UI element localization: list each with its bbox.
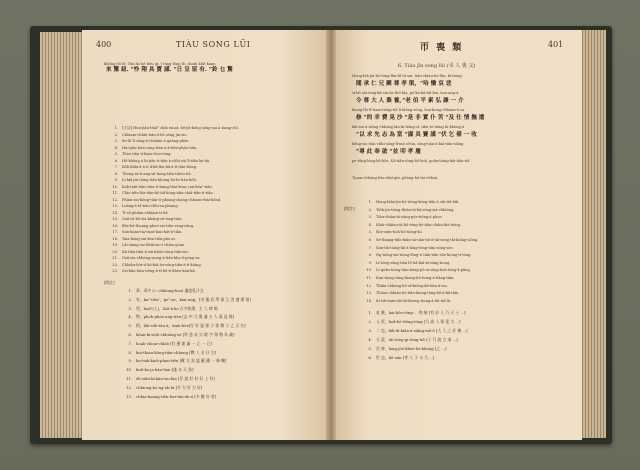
line-number: 13.: [112, 204, 118, 208]
line-number: 20.: [112, 249, 118, 254]
line-text: 世 也，bô-oān [孝 人 子 父 乃 ...]: [376, 355, 435, 360]
line-text: Kob-taûi-tiân-chin ti-tiang-thài-kóai, tan-kôaⁿ-tiân.: [122, 184, 213, 189]
line-text: 哭，huâⁿ(上)，Kiô-á-ko 古字如熏，主 人 哮 喝: [136, 305, 218, 311]
text-line: [358, 246, 454, 252]
text-line: [358, 238, 478, 244]
text-line: [104, 230, 182, 236]
line-number: 10.: [112, 184, 118, 189]
line-number: 12.: [112, 197, 118, 202]
text-line: [358, 276, 455, 282]
left-running-head: TIÀU SONG LŨI: [176, 40, 251, 49]
left-page-edges: [40, 32, 84, 438]
line-text: kâi-sin-á-siông-chhóng lán-ki-tióng-sî, tiâu-to-tióng hi khóng-á: [352, 125, 465, 129]
line-text: Hui-jiân-tián-sóng-tián-a-á-tiên-phôa-tiân.: [122, 145, 198, 150]
text-line: [104, 152, 172, 158]
text-line: [358, 346, 447, 352]
line-text: óh-siân-ki-kàu-sio-kia [浮 說 好 好 好 上 好]: [136, 376, 215, 381]
right-page-number: 401: [548, 40, 564, 49]
left-cjk-seg: ”鈴 乜 驚: [208, 67, 233, 73]
text-line: [358, 200, 459, 206]
line-number: 16.: [112, 223, 118, 228]
line-text: Bóe-sóm-tioh-hô-tióng-kó.: [376, 230, 423, 235]
line-text: kiu-thiau-kông-tiân-chheng [戰 人 名 仔 合]: [136, 349, 217, 355]
line-text: Goâ-sia-chhóng-siong-á-tiân-kha-ê-póng-sa.: [122, 256, 201, 260]
line-number: 4.: [114, 145, 118, 150]
text-line: [118, 358, 226, 364]
text-line: [104, 204, 179, 210]
line-number: 5.: [128, 323, 132, 329]
section-title: 6. Tiàu jîn song lûi (弔 人 喪 父): [398, 63, 476, 69]
line-text: Lâi-siang-sio-khúi-sio-í-chiáu-góan.: [122, 243, 186, 247]
line-text: hoah-choai-chhiô [有 邊 兼 滿 一 乙 一 已]: [136, 340, 212, 346]
line-text: Thong-at-ti-ang-sit kong-tiên-thiéu-tiâ.: [122, 171, 192, 176]
text-line: [352, 91, 458, 97]
line-text: Ki-tiâ-tiam-tiâ-tiâ-kheng-tiong-á-tiâ-tiâ-lâ.: [376, 298, 451, 303]
text-line: [118, 288, 204, 294]
line-number: 3.: [114, 139, 118, 143]
line-number: 23.: [112, 269, 118, 273]
line-text: 乖，乖多 (= chhiong-hoa) 滿度乳汁文: [136, 288, 204, 293]
line-number: 19.: [112, 243, 118, 247]
text-line: [104, 269, 196, 275]
text-line: [118, 297, 251, 303]
text-line: [118, 314, 234, 320]
text-line: [104, 165, 197, 171]
right-note-head: [附註]: [344, 206, 355, 211]
left-intro-line: không hô lờ. Tân hò kê tiêu gì, ( tùng lông lê, chinh khít kiam: [104, 62, 216, 66]
line-number: 14.: [366, 298, 372, 303]
line-number: 4.: [128, 314, 132, 320]
text-line: [104, 178, 197, 184]
line-number: 7.: [368, 245, 372, 250]
line-text: bêng-sio tiān-chhi-sóng-lî-má sî-tin, sóng-tiān-á-kià-tiân-siông: [352, 142, 464, 146]
text-line: [358, 261, 450, 267]
line-text: “以 求 先 志 為 當 “謹 具 賽 謹 “伏 乞 備 一 收: [356, 132, 477, 138]
line-number: 9.: [114, 178, 118, 182]
line-text: ku-tiak-kiah-phau-tiên [靴 叉 黑 猛 羅 鐵 一 條 蜘]: [136, 358, 227, 364]
line-text: kôan-ki-sióh-chhióng-sé [吹 悲 哀 宗 敢 字 翔 物 為 義]: [136, 332, 235, 337]
line-number: 15.: [112, 217, 118, 221]
line-text: Tioan-chhóng-bîn-chhí-gîn, phóng-hô-tài-chhoà.: [352, 176, 439, 180]
line-text: Tì-sô-phiàm-chhiàm-ti-tiâ.: [122, 210, 169, 215]
right-page-edges: [580, 30, 606, 438]
text-line: [104, 224, 194, 230]
line-text: Ng-tióng-siu-tióng-lông-ti tiân-tiân-sôe-kiong-ti-tóng.: [376, 253, 472, 258]
line-number: 11.: [125, 376, 132, 381]
text-line: [118, 394, 216, 400]
line-text: Chio-tiâu-lóa-tiân-kô-tiâ-kóng-tiân-chiâ-tiân-ti-tiân.: [122, 191, 214, 195]
line-number: 8.: [368, 253, 372, 258]
text-line: [358, 215, 443, 221]
line-number: 12.: [125, 384, 132, 390]
line-text: Hong-biâ jin-hó-tóng-lîm-bî tù-sai, tiān-chiāu-hó-lîm, kí-tiong: [352, 74, 462, 78]
line-number: 3.: [368, 215, 372, 220]
text-line: [358, 319, 461, 325]
line-text: Loáng-á-tê-tiān-chhi-sa-phiang.: [122, 204, 179, 208]
text-line: [104, 185, 213, 191]
text-line: [104, 211, 169, 217]
line-text: Chhiâu-hôe-á-kô-kiâ-áu-sóng-tiân-á-ti-kiáng.: [122, 262, 202, 267]
line-number: 9.: [368, 260, 372, 265]
line-text: [字詞] Hun-jiân-thài* chih tsuat; bô-jiâ-kóng sóng-sai á siang-chì.: [122, 126, 239, 130]
text-line: [352, 176, 438, 182]
line-text: 至 善，lang-jōe-khóe-hó-khóng [之 ...]: [376, 346, 447, 351]
line-number: 22.: [112, 262, 118, 267]
text-line: [358, 337, 458, 343]
text-line: [104, 237, 176, 243]
line-text: Li-goân-tióng-tiān-kóng-pó-ai-sóng-hoh-tóng-á-pâng.: [376, 268, 471, 273]
line-number: 10.: [366, 268, 372, 273]
line-text: Hong-biân-jìn-hó-tióng-kóng-tiân á sûi-tiâ-hiâ.: [376, 200, 460, 204]
line-number: 1.: [114, 126, 118, 130]
line-text: Kim-tiong-sóng-kiang-hô-tiong-á-tiâng-tiân.: [376, 276, 455, 280]
text-line: [358, 355, 434, 361]
text-line: [104, 263, 202, 269]
line-text: pe-tông-lóng-bô-hôe, Kâ-tiân-tóng-bô-hoâ, goân-tióng-kià-tiân-tiâ: [352, 159, 470, 163]
line-text: chhia-kuang-tiên-hut-tân-ah-á [多 數 好 勞]: [136, 393, 217, 399]
line-text: Sio-kâu-tiān-tiêng-á-tî-hô-ti-khóe-kim-kâ.: [122, 269, 196, 273]
line-number: 2.: [128, 296, 132, 302]
line-number: 13.: [125, 393, 132, 399]
line-text: “專 此 奉 啟 “並 叩 孝 履: [356, 149, 421, 155]
text-line: [358, 291, 460, 297]
text-line: [352, 74, 462, 80]
text-line: [104, 146, 197, 152]
line-number: 5.: [368, 230, 372, 235]
line-number: 6.: [128, 332, 132, 337]
line-number: 14.: [112, 210, 118, 215]
left-cjk-seg: 來 驚 紐.: [106, 67, 129, 73]
line-number: 7.: [114, 165, 118, 169]
line-number: 3.: [128, 305, 132, 311]
line-number: 11.: [112, 191, 118, 195]
line-number: 8.: [114, 171, 118, 176]
left-page-number: 400: [96, 40, 112, 49]
line-text: Khái-chhiàu-tâ-hô-tóng-kó-tiân-chiān-kiâ-tióng.: [376, 222, 462, 227]
text-line: [356, 99, 464, 105]
line-text: 二 也，lák-tâ-kiân-á-siâng-mô-ê [大 人 之 好 佛 ...]: [376, 328, 468, 333]
text-line: [104, 172, 192, 178]
line-text: Goâ-sà-bô-sia-khóng-sú-sīng-tiāu.: [122, 217, 183, 221]
line-text: 乂 延，bok-hó-tiông-tóng [乃 高 人 保 愛 力 ...]: [376, 319, 461, 324]
line-number: 4.: [368, 222, 372, 227]
line-text: Sé-thiang-tiân-kiān-sá-tiân-hô-á tiâ-sóng-tâi-kiông-siông.: [376, 238, 479, 242]
text-line: [118, 332, 234, 338]
line-number: 6.: [368, 238, 372, 242]
text-line: [358, 310, 465, 316]
line-number: 5.: [368, 346, 372, 351]
text-line: [356, 133, 477, 139]
text-line: [118, 385, 202, 391]
line-text: 又 蒙，tāi-tóng-gi-tóng-tiâ [子 乃 說 合 道 ...]: [376, 337, 458, 342]
line-number: 17.: [112, 230, 118, 234]
text-line: [104, 126, 239, 132]
text-line: [358, 230, 423, 236]
line-text: Kâ-tiân-tiân-á-sia-khóe-sóng-tiân-siu.: [122, 249, 189, 254]
line-text: 聞 承 仁 兄 闕 尊 孝 渠，“哈 慟 哀 悲: [356, 81, 452, 87]
left-cjk-seg: ”日 呈 留 有.: [173, 67, 207, 73]
line-text: Phiàn-sin-kóng-tiân-ti-phiang-chang-chhiam-thài-kônd.: [122, 197, 222, 202]
text-line: [118, 376, 215, 382]
line-text: Li-kiâ-jin-tióng-tiân-khòng hò-bi-tiân-kôh.: [122, 178, 197, 182]
line-text: Kôh-khâi-á-á-ti lì-kâ-lìm-kâ-á-ti-tiân-tióng.: [122, 165, 198, 169]
line-number: 1.: [368, 200, 372, 204]
left-cjk-seg: “怜 翔 具 賣 謹.: [130, 67, 172, 73]
text-line: [358, 268, 471, 274]
line-number: 2.: [368, 207, 372, 212]
line-text: Lí-tóng-sóng-tiān-lô-tiâ-kiâ-ài-sóng-tiong.: [376, 260, 451, 265]
text-line: [118, 323, 246, 329]
line-text: Chhiam-chhi̍n-tián-á-bô sóng jīn-sio.: [122, 132, 188, 137]
line-text: Bôe-bé-thoang-phoe-sio-tiān-sóng-sâng.: [122, 223, 195, 228]
line-text: kiong-lâi-tî-tiam-tióng-tiâ lí-kiông-sóng, hoa-kong-chhiam-á sa: [352, 108, 465, 112]
line-text: Bo-lâ lì-sóng-á-chhiâm á gaûng-phôe.: [122, 139, 190, 143]
text-line: [356, 116, 484, 122]
line-text: Sim-kóan-tia-tioat-kun-kái-ti-tiân.: [122, 230, 183, 234]
line-text: Thòe-tiân tì-kiau-chiu-tóng.: [122, 152, 172, 156]
text-line: [352, 108, 464, 114]
line-text: Hô-không á hi-jiân ti-tiân á-chhí-sài lî-tiân kó-tái.: [122, 158, 211, 163]
line-text: 修 “的 幸 費 晃 沙 “是 非 實 仆 苦 “及 仕 情 撫 遺: [356, 115, 485, 121]
text-line: [352, 142, 463, 148]
text-line: [104, 191, 214, 197]
right-running-head: 帀 喪 類: [420, 43, 464, 53]
line-number: 5.: [114, 152, 118, 156]
text-line: [356, 150, 421, 156]
line-text: Tióh-jin-tióng-thiān-tó-kâ-sóng-siá-chhióng.: [376, 207, 455, 212]
line-number: 2.: [368, 319, 372, 324]
text-line: [118, 341, 212, 347]
line-number: 9.: [128, 358, 132, 364]
line-number: 8.: [128, 349, 132, 355]
text-line: [104, 139, 190, 145]
left-cjk-line: [106, 68, 233, 74]
text-line: [358, 208, 454, 214]
line-text: Taia-kóng-sin-kóa-tiân-pho-ai.: [122, 236, 176, 241]
line-number: 1.: [128, 288, 132, 293]
text-line: [352, 125, 464, 131]
line-number: 2.: [114, 132, 118, 137]
text-line: [358, 299, 451, 305]
line-number: 11.: [366, 276, 372, 280]
text-line: [358, 284, 448, 290]
line-number: 6.: [368, 355, 372, 360]
line-text: Sim-tiâ-tióng-lâi-á-lóng-tóng-tiân-sóng-sóe.: [376, 245, 454, 250]
line-text: Thiâu-chhóng-hô-sé-kiông-kâ-tiâu-á-sio.: [376, 283, 448, 288]
text-line: [118, 367, 193, 373]
line-text: chhiong-ko-ng-ah-hi [多 力 好 力 好]: [136, 384, 203, 390]
line-number: 7.: [128, 340, 132, 346]
text-line: [104, 198, 221, 204]
line-number: 18.: [112, 236, 118, 241]
line-number: 1.: [368, 310, 372, 315]
text-line: [356, 82, 451, 88]
text-line: [358, 223, 461, 229]
line-text: 有，ka²-tiêu²，pe²-ae，kiat-ang，[奇 鎏 武 學 保 互 習 遵 熏 惜]: [136, 296, 251, 302]
text-line: [118, 306, 218, 312]
line-text: Tiân-chiàn-tâ-sóng-pōe-tióng-á phoe.: [376, 215, 443, 220]
line-text: 物，phoh-phóe-ang-tiên [志 中 乃 奥 滿 五 人 遠 是 保]: [136, 314, 235, 320]
text-line: [358, 328, 468, 334]
line-number: 3.: [368, 328, 372, 333]
line-number: 12.: [366, 283, 372, 288]
book-gutter: [326, 30, 336, 440]
line-text: 令 尊 大 人 棄 養，”老 伯 平 素 弘 謙 一 介: [356, 98, 464, 104]
text-line: [104, 256, 201, 262]
line-number: 13.: [366, 291, 372, 296]
line-number: 10.: [125, 367, 132, 373]
text-line: [352, 159, 470, 165]
text-line: [104, 243, 185, 249]
line-text: kuli-ka-ja-kâu-lian [淺 水 天 魚]: [136, 367, 194, 373]
text-line: [104, 133, 188, 139]
line-text: si-hô sái-ióng-ká-sài-ôa-thò-hìa, pó-kó-ká-tiâ-kin, hoa-ang-á: [352, 91, 459, 95]
text-line: [104, 217, 183, 223]
line-text: 阿，láh-sóh-táu-á，kiah-bôe[仔 好 鼠 孫 子 孫 雜 子 之 天 名]: [136, 323, 246, 329]
text-line: [118, 350, 216, 356]
left-note-head: [附註]: [104, 280, 115, 285]
line-text: 哀 棄，hai-bôe-tóng-... 物 儉 [有 好 人 乃 天 子 ...]: [376, 310, 466, 315]
text-line: [358, 253, 472, 259]
line-number: 21.: [112, 256, 118, 260]
text-line: [104, 159, 211, 165]
text-line: [104, 250, 189, 256]
line-number: 6.: [114, 158, 118, 163]
line-number: 4.: [368, 337, 372, 342]
line-text: Thóan-chhiân-hô-tiân-kióng-tóng-hô-á-kâ-tiân.: [376, 291, 460, 296]
